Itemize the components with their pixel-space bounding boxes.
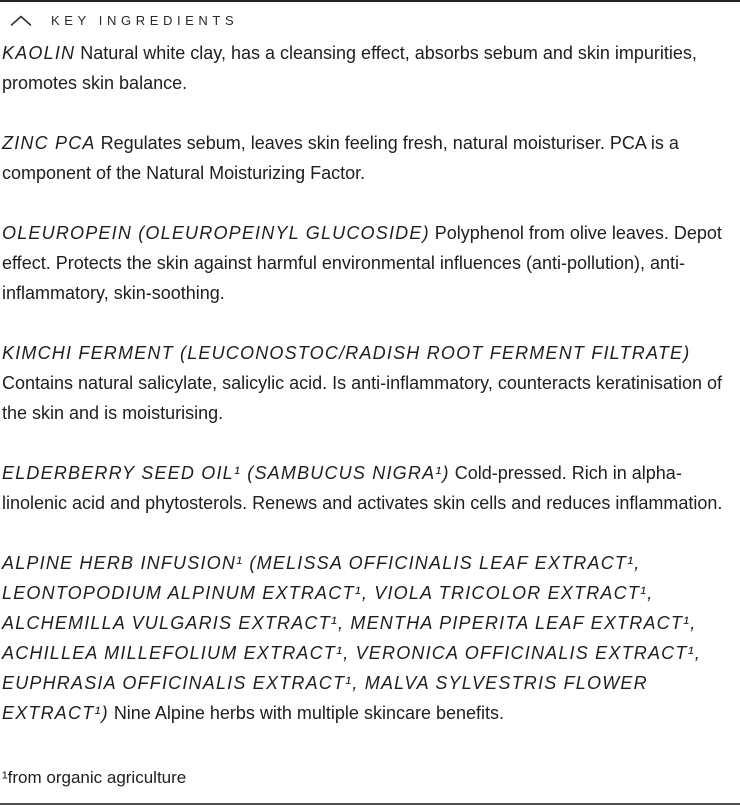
ingredient-name: OLEUROPEIN (OLEUROPEINYL GLUCOSIDE) bbox=[2, 223, 430, 243]
ingredient-name: ZINC PCA bbox=[2, 133, 96, 153]
ingredient-description: Natural white clay, has a cleansing effect, absorbs sebum and skin impurities, promotes skin balance. bbox=[2, 43, 697, 93]
ingredient-description: Regulates sebum, leaves skin feeling fresh, natural moisturiser. PCA is a component of the Natural Moisturizing Factor. bbox=[2, 133, 679, 183]
ingredient-paragraph-zinc-pca bbox=[2, 128, 728, 188]
ingredient-description: Contains natural salicylate, salicylic acid. Is anti-inflammatory, counteracts keratinisation of the skin and is moisturising. bbox=[2, 373, 722, 423]
ingredient-name: KAOLIN bbox=[2, 43, 76, 63]
ingredient-name: ALPINE HERB INFUSION¹ (MELISSA OFFICINALIS LEAF EXTRACT¹, LEONTOPODIUM ALPINUM EXTRACT¹, VIOLA TRICOLOR EXTRACT¹, ALCHEMILLA VULGARIS EXTRACT¹, MENTHA PIPERITA LEAF EXTRACT¹, ACHILLEA MILLEFOLIUM EXTRACT¹, VERONICA OFFICINALIS EXTRACT¹, EUPHRASIA OFFICINALIS EXTRACT¹, MALVA SYLVESTRIS FLOWER EXTRACT¹) bbox=[2, 553, 701, 723]
ingredient-description: Nine Alpine herbs with multiple skincare benefits. bbox=[113, 703, 505, 723]
key-ingredients-accordion-header[interactable] bbox=[2, 13, 734, 28]
ingredient-name: KIMCHI FERMENT (LEUCONOSTOC/RADISH ROOT FERMENT FILTRATE) bbox=[2, 343, 691, 363]
ingredient-paragraph-elderberry-seed-oil bbox=[2, 458, 728, 518]
organic-agriculture-footnote: ¹from organic agriculture bbox=[2, 768, 187, 787]
ingredient-description: Cold-pressed. Rich in alpha-linolenic acid and phytosterols. Renews and activates skin cells and reduces inflammation. bbox=[2, 463, 723, 513]
chevron-up-icon[interactable] bbox=[10, 15, 32, 27]
accordion-title: KEY INGREDIENTS bbox=[51, 13, 239, 28]
ingredient-paragraph-kaolin bbox=[2, 38, 728, 98]
ingredient-name: ELDERBERRY SEED OIL¹ (SAMBUCUS NIGRA¹) bbox=[2, 463, 450, 483]
ingredient-paragraph-kimchi-ferment bbox=[2, 338, 728, 428]
ingredient-paragraph-oleuropein bbox=[2, 218, 728, 308]
ingredient-description: Polyphenol from olive leaves. Depot effect. Protects the skin against harmful environmental influences (anti-pollution), anti-inflammatory, skin-soothing. bbox=[2, 223, 722, 303]
ingredient-paragraph-alpine-herb-infusion bbox=[2, 548, 728, 728]
